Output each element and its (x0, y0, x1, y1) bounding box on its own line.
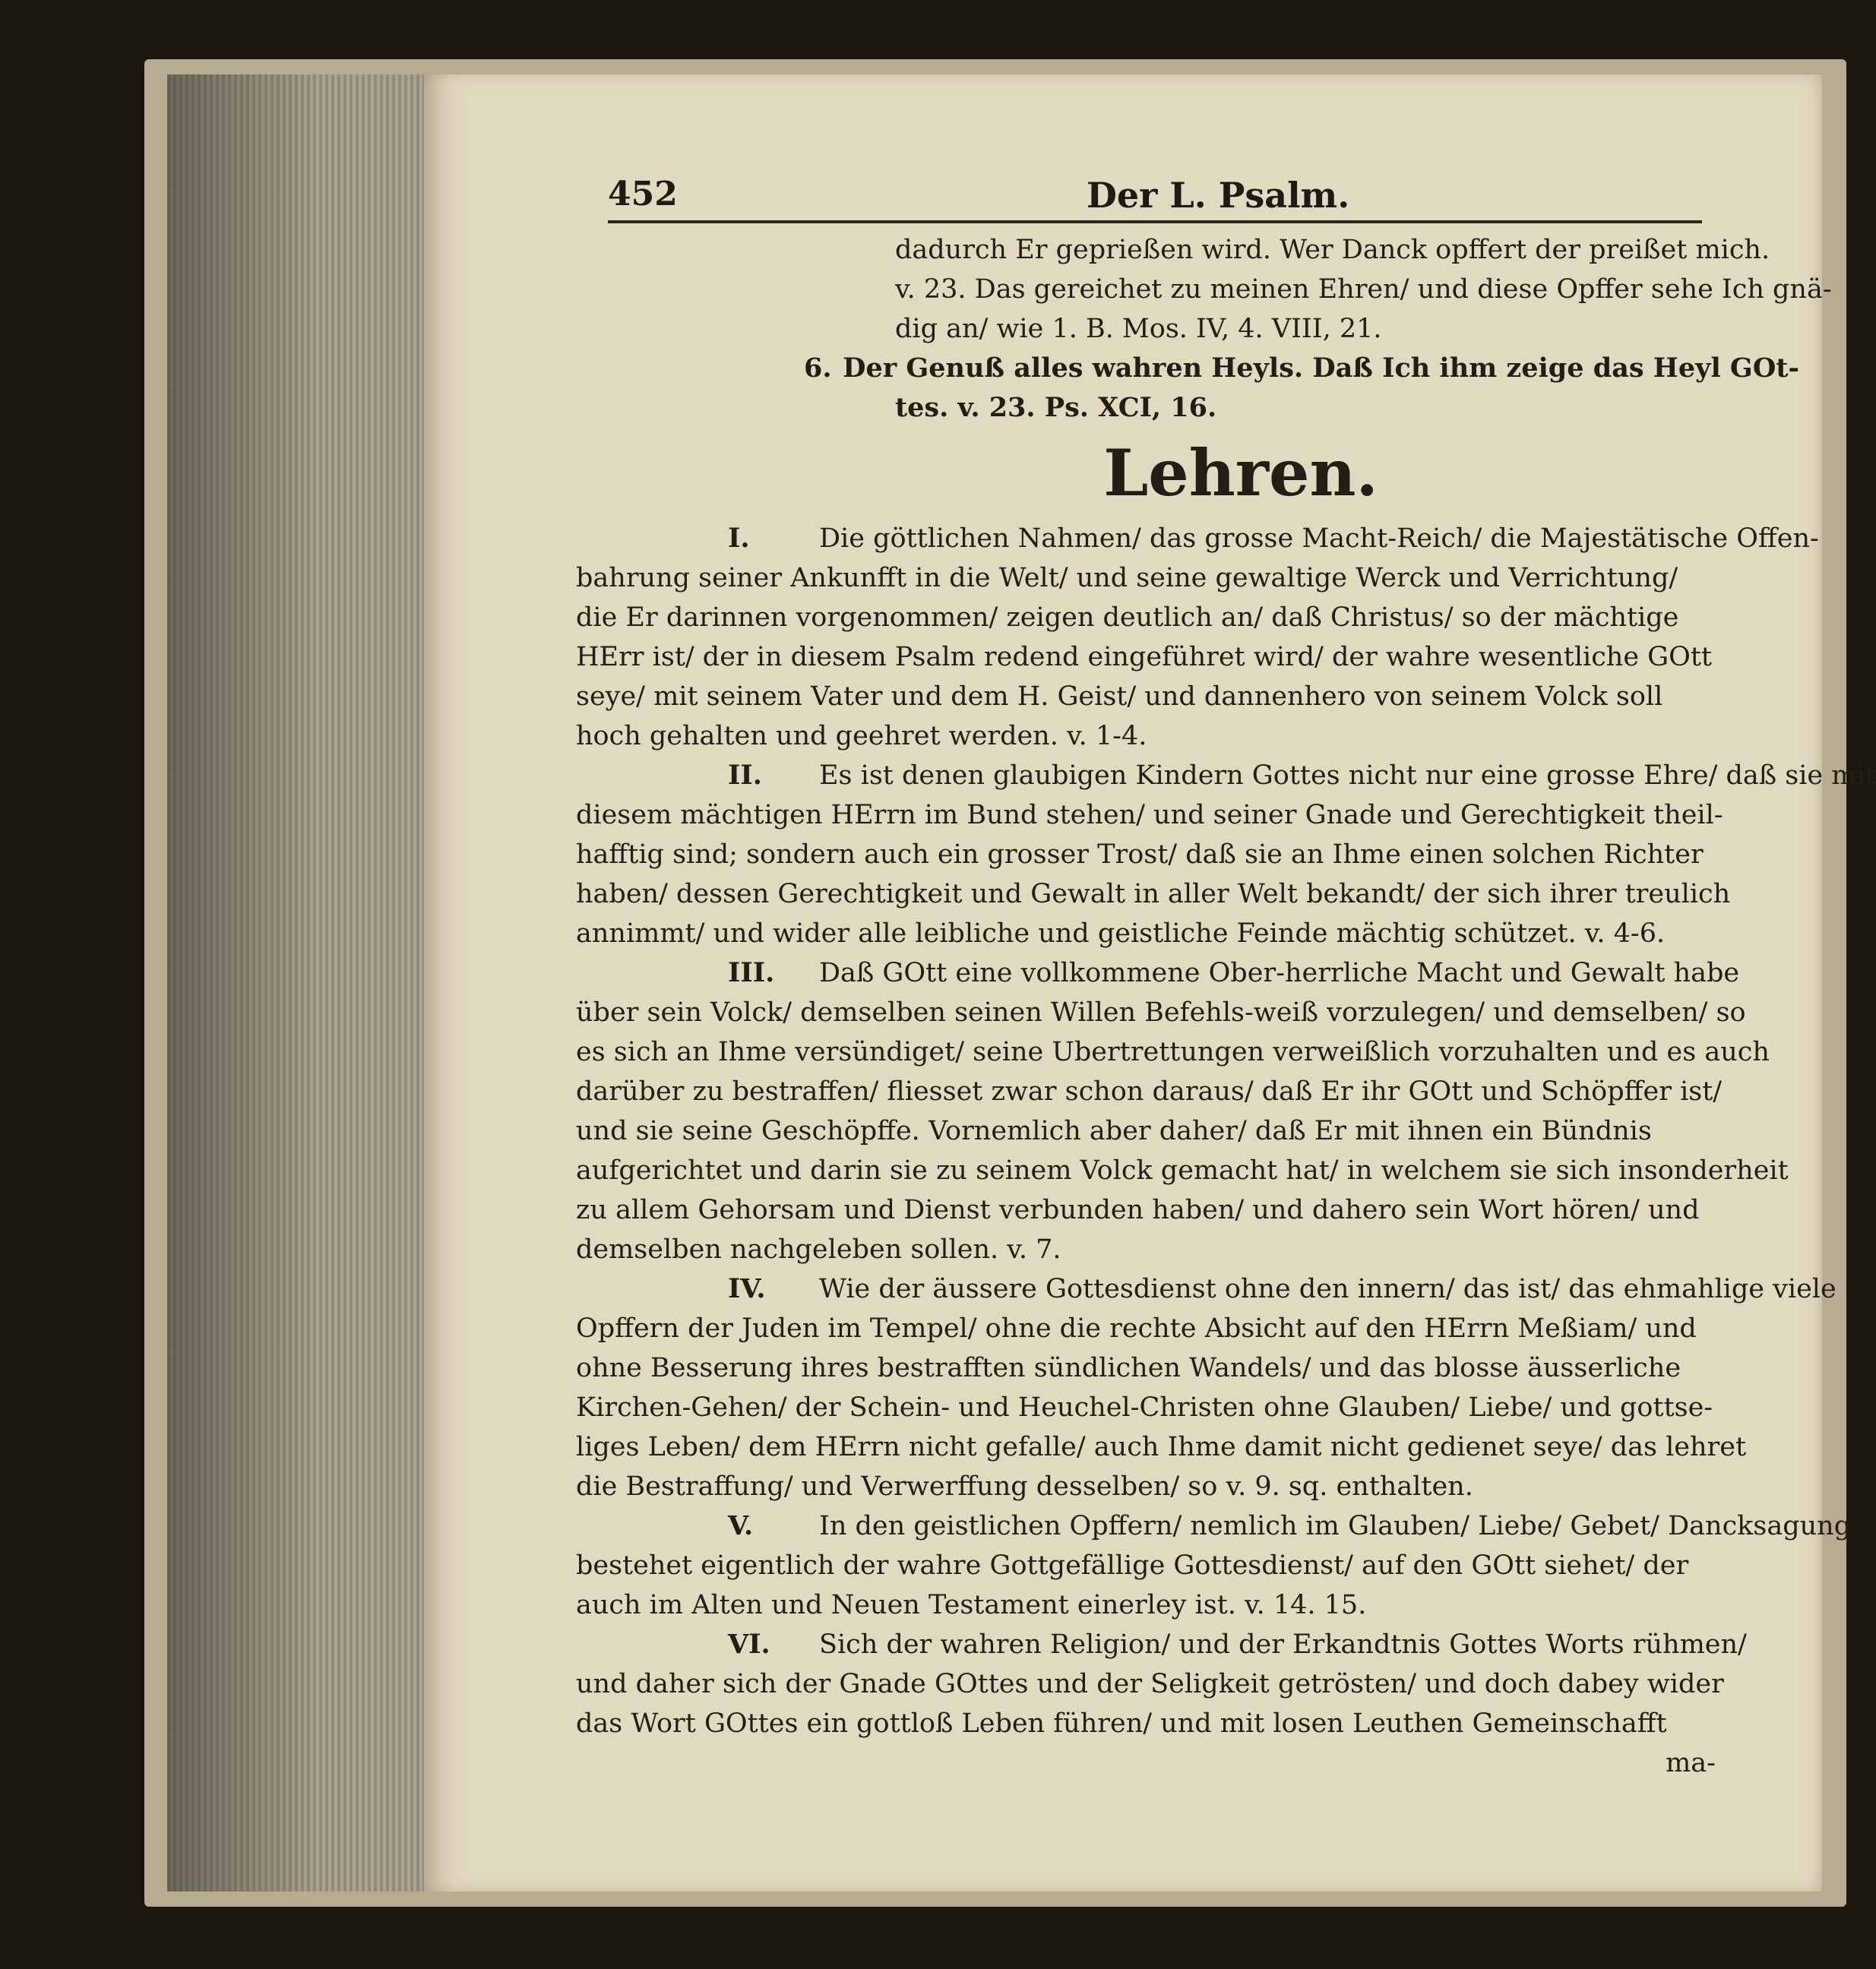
section-first-line (576, 1269, 1836, 1309)
running-title: Der L. Psalm. (1087, 175, 1350, 216)
section-first-line (576, 519, 1819, 558)
point-6-line (576, 349, 1799, 388)
book-page (424, 74, 1876, 1892)
page-edges-shadow (167, 74, 319, 1892)
text-line: darüber zu bestraffen/ fliesset zwar schon daraus/ daß Er ihr GOtt und Schöpffer ist/ (576, 1076, 1723, 1107)
text-line: Opffern der Juden im Tempel/ ohne die rechte Absicht auf den HErrn Meßiam/ und (576, 1313, 1697, 1344)
text-line: hoch gehalten und geehret werden. v. 1-4. (576, 721, 1147, 751)
section-label: V. (728, 1510, 754, 1541)
text-line: es sich an Ihme versündiget/ seine Ubertrettungen verweißlich vorzuhalten und es auch (576, 1037, 1770, 1067)
text-line: und daher sich der Gnade GOttes und der Seligkeit getrösten/ und doch dabey wider (576, 1669, 1724, 1699)
text-line: die Bestraffung/ und Verwerffung desselben/ so v. 9. sq. enthalten. (576, 1471, 1473, 1502)
text-line: Die göttlichen Nahmen/ das grosse Macht-Reich/ die Majestätische Offen- (819, 523, 1819, 554)
book (144, 59, 1876, 1907)
text-line: das Wort GOttes ein gottloß Leben führen/ und mit losen Leuthen Gemeinschafft (576, 1708, 1667, 1739)
text-line: und sie seine Geschöpffe. Vornemlich aber daher/ daß Er mit ihnen ein Bündnis (576, 1116, 1652, 1146)
section-label: III. (728, 957, 775, 988)
section-first-line (576, 1625, 1747, 1664)
header-rule (608, 220, 1702, 223)
point-6-label: 6. (804, 352, 832, 384)
page-number: 452 (608, 175, 678, 213)
section-first-line (576, 756, 1876, 795)
section-IV (576, 1269, 1836, 1506)
catchword: ma- (1666, 1748, 1716, 1778)
text-line: bestehet eigentlich der wahre Gottgefällige Gottesdienst/ auf den GOtt siehet/ der (576, 1550, 1689, 1581)
text-line: haben/ dessen Gerechtigkeit und Gewalt in aller Welt bekandt/ der sich ihrer treulich (576, 879, 1731, 909)
text-line: hafftig sind; sondern auch ein grosser Trost/ daß sie an Ihme einen solchen Richter (576, 839, 1704, 870)
section-I (576, 519, 1819, 756)
text-line: ohne Besserung ihres bestrafften sündlichen Wandels/ und das blosse äusserliche (576, 1353, 1681, 1383)
section-label: II. (728, 760, 762, 791)
page-text (576, 230, 1876, 1783)
section-label: VI. (728, 1629, 770, 1660)
text-line: Sich der wahren Religion/ und der Erkandtnis Gottes Worts rühmen/ (819, 1629, 1747, 1660)
text-line: aufgerichtet und darin sie zu seinem Volck gemacht hat/ in welchem sie sich insonderheit (576, 1155, 1789, 1186)
text-line: annimmt/ und wider alle leibliche und geistliche Feinde mächtig schützet. v. 4-6. (576, 918, 1666, 949)
text-line: bahrung seiner Ankunfft in die Welt/ und seine gewaltige Werck und Verrichtung/ (576, 563, 1678, 593)
text-line: v. 23. Das gereichet zu meinen Ehren/ und diese Opffer sehe Ich gnä- (895, 274, 1832, 305)
text-line: Daß GOtt eine vollkommene Ober-herrliche Macht und Gewalt habe (819, 958, 1740, 988)
text-line: liges Leben/ dem HErrn nicht gefalle/ auch Ihme damit nicht gedienet seye/ das lehret (576, 1432, 1747, 1462)
section-first-line (576, 953, 1740, 993)
text-line: dadurch Er geprießen wird. Wer Danck opffert der preißet mich. (895, 235, 1770, 265)
text-line: diesem mächtigen HErrn im Bund stehen/ und seiner Gnade und Gerechtigkeit theil- (576, 800, 1723, 830)
section-heading: Lehren. (1103, 435, 1378, 510)
text-line: Wie der äussere Gottesdienst ohne den innern/ das ist/ das ehmahlige viele (819, 1274, 1836, 1304)
text-line: In den geistlichen Opffern/ nemlich im Glauben/ Liebe/ Gebet/ Dancksagung (819, 1511, 1852, 1541)
text-line: über sein Volck/ demselben seinen Willen Befehls-weiß vorzulegen/ und demselben/ so (576, 997, 1746, 1028)
point-6-text: Der Genuß alles wahren Heyls. Daß Ich ihm zeige das Heyl GOt- (843, 352, 1799, 384)
text-line: HErr ist/ der in diesem Psalm redend eingeführet wird/ der wahre wesentliche GOtt (576, 642, 1712, 672)
text-line: auch im Alten und Neuen Testament einerley ist. v. 14. 15. (576, 1590, 1367, 1620)
text-line: seye/ mit seinem Vater und dem H. Geist/ und dannenhero von seinem Volck soll (576, 681, 1663, 712)
section-label: I. (728, 523, 750, 554)
section-VI (576, 1625, 1747, 1743)
text-line: dig an/ wie 1. B. Mos. IV, 4. VIII, 21. (895, 314, 1382, 344)
section-III (576, 953, 1789, 1269)
section-first-line (576, 1506, 1852, 1546)
text-line: Es ist denen glaubigen Kindern Gottes nicht nur eine grosse Ehre/ daß sie mit (819, 760, 1876, 791)
point-6-line: tes. v. 23. Ps. XCI, 16. (895, 392, 1217, 423)
text-line: demselben nachgeleben sollen. v. 7. (576, 1234, 1061, 1265)
section-II (576, 756, 1876, 953)
text-line: die Er darinnen vorgenommen/ zeigen deutlich an/ daß Christus/ so der mächtige (576, 602, 1679, 633)
text-line: zu allem Gehorsam und Dienst verbunden haben/ und dahero sein Wort hören/ und (576, 1195, 1700, 1225)
section-V (576, 1506, 1852, 1625)
text-line: Kirchen-Gehen/ der Schein- und Heuchel-Christen ohne Glauben/ Liebe/ und gottse- (576, 1392, 1713, 1423)
section-label: IV. (728, 1273, 766, 1304)
